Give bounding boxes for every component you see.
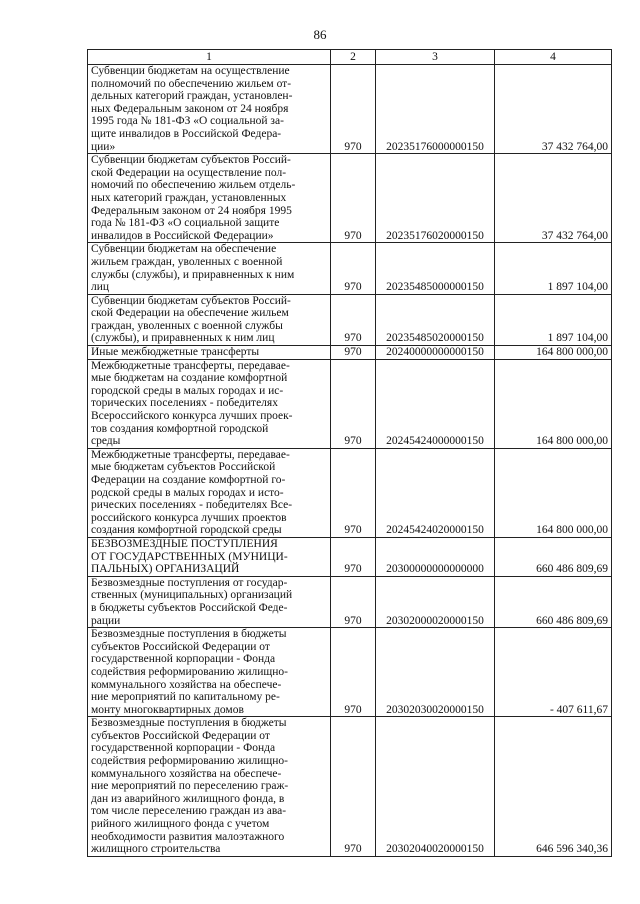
- table-row: [88, 537, 612, 576]
- cell-code: 20245424000000150: [376, 359, 495, 448]
- cell-code: 20302030020000150: [376, 628, 495, 717]
- cell-code: 20235485000000150: [376, 243, 495, 294]
- cell-admin: 970: [331, 346, 376, 360]
- table-row: [88, 294, 612, 345]
- cell-amount: 646 596 340,36: [495, 717, 612, 857]
- cell-name: Безвозмездные поступления в бюджеты субъектов Российской Федерации от государственной корпорации - Фонда содействия реформированию жилищно- коммунального хозяйства на обеспече- ние мероприятий по капитальному ре- монту многоквартирных домов: [88, 628, 331, 717]
- cell-amount: 660 486 809,69: [495, 537, 612, 576]
- cell-code: 20300000000000000: [376, 537, 495, 576]
- column-header: 2: [331, 50, 376, 65]
- table-row: [88, 576, 612, 627]
- table-row: [88, 154, 612, 243]
- table-header-row: [88, 50, 612, 65]
- cell-amount: 37 432 764,00: [495, 154, 612, 243]
- table-row: [88, 359, 612, 448]
- table-row: [88, 65, 612, 154]
- cell-admin: 970: [331, 243, 376, 294]
- cell-admin: 970: [331, 576, 376, 627]
- cell-amount: 37 432 764,00: [495, 65, 612, 154]
- column-header: 3: [376, 50, 495, 65]
- cell-name: Безвозмездные поступления в бюджеты субъектов Российской Федерации от государственной корпорации - Фонда содействия реформированию жилищно- коммунального хозяйства на обеспече- ние мероприятий по переселению граж- дан из аварийного жилищного фонда, в том числе переселению граждан из ава- рийного жилищного фонда с учетом необходимости развития малоэтажного жилищного строительства: [88, 717, 331, 857]
- cell-name: Субвенции бюджетам субъектов Россий- ской Федерации на осуществление пол- номочий по обеспечению жильем отдель- ных категорий граждан, установленных Федеральным законом от 24 ноября 1995 года № 181-ФЗ «О социальной защите инвалидов в Российской Федерации»: [88, 154, 331, 243]
- cell-admin: 970: [331, 359, 376, 448]
- cell-code: 20235485020000150: [376, 294, 495, 345]
- cell-name: Межбюджетные трансферты, передавае- мые бюджетам на создание комфортной городской среды в малых городах и ис- торических поселениях - победителях Всероссийского конкурса лучших проек- тов создания комфортной городской среды: [88, 359, 331, 448]
- cell-amount: 164 800 000,00: [495, 346, 612, 360]
- cell-name: Безвозмездные поступления от государ- ственных (муниципальных) организаций в бюджеты субъектов Российской Феде- рации: [88, 576, 331, 627]
- cell-code: 20302040020000150: [376, 717, 495, 857]
- table-row: [88, 448, 612, 537]
- cell-amount: - 407 611,67: [495, 628, 612, 717]
- cell-name: Субвенции бюджетам субъектов Россий- ской Федерации на обеспечение жильем граждан, уволенных с военной службы (службы), и приравненных к ним лиц: [88, 294, 331, 345]
- cell-code: 20235176000000150: [376, 65, 495, 154]
- cell-amount: 1 897 104,00: [495, 294, 612, 345]
- cell-admin: 970: [331, 65, 376, 154]
- cell-admin: 970: [331, 294, 376, 345]
- cell-code: 20302000020000150: [376, 576, 495, 627]
- cell-admin: 970: [331, 448, 376, 537]
- cell-name: Межбюджетные трансферты, передавае- мые бюджетам субъектов Российской Федерации на создание комфортной го- родской среды в малых городах и исто- рических поселениях - победителях Все- российского конкурса лучших проектов создания комфортной городской среды: [88, 448, 331, 537]
- cell-code: 20240000000000150: [376, 346, 495, 360]
- cell-amount: 164 800 000,00: [495, 359, 612, 448]
- cell-admin: 970: [331, 717, 376, 857]
- page-number: 86: [313, 27, 327, 42]
- budget-revenue-table: [87, 49, 612, 857]
- column-header: 1: [88, 50, 331, 65]
- cell-name: Иные межбюджетные трансферты: [88, 346, 331, 360]
- cell-admin: 970: [331, 628, 376, 717]
- column-header: 4: [495, 50, 612, 65]
- table-row: [88, 346, 612, 360]
- table-row: [88, 628, 612, 717]
- table-row: [88, 243, 612, 294]
- cell-name: Субвенции бюджетам на обеспечение жильем граждан, уволенных с военной службы (службы), и приравненных к ним лиц: [88, 243, 331, 294]
- cell-amount: 1 897 104,00: [495, 243, 612, 294]
- cell-name: Субвенции бюджетам на осуществление полномочий по обеспечению жильем от- дельных категорий граждан, установлен- ных Федеральным законом от 24 ноября 1995 года № 181-ФЗ «О социальной за- щите инвалидов в Российской Федера- ции»: [88, 65, 331, 154]
- cell-admin: 970: [331, 537, 376, 576]
- cell-code: 20235176020000150: [376, 154, 495, 243]
- cell-name: БЕЗВОЗМЕЗДНЫЕ ПОСТУПЛЕНИЯ ОТ ГОСУДАРСТВЕННЫХ (МУНИЦИ- ПАЛЬНЫХ) ОРГАНИЗАЦИЙ: [88, 537, 331, 576]
- cell-admin: 970: [331, 154, 376, 243]
- table-row: [88, 717, 612, 857]
- cell-amount: 164 800 000,00: [495, 448, 612, 537]
- cell-amount: 660 486 809,69: [495, 576, 612, 627]
- cell-code: 20245424020000150: [376, 448, 495, 537]
